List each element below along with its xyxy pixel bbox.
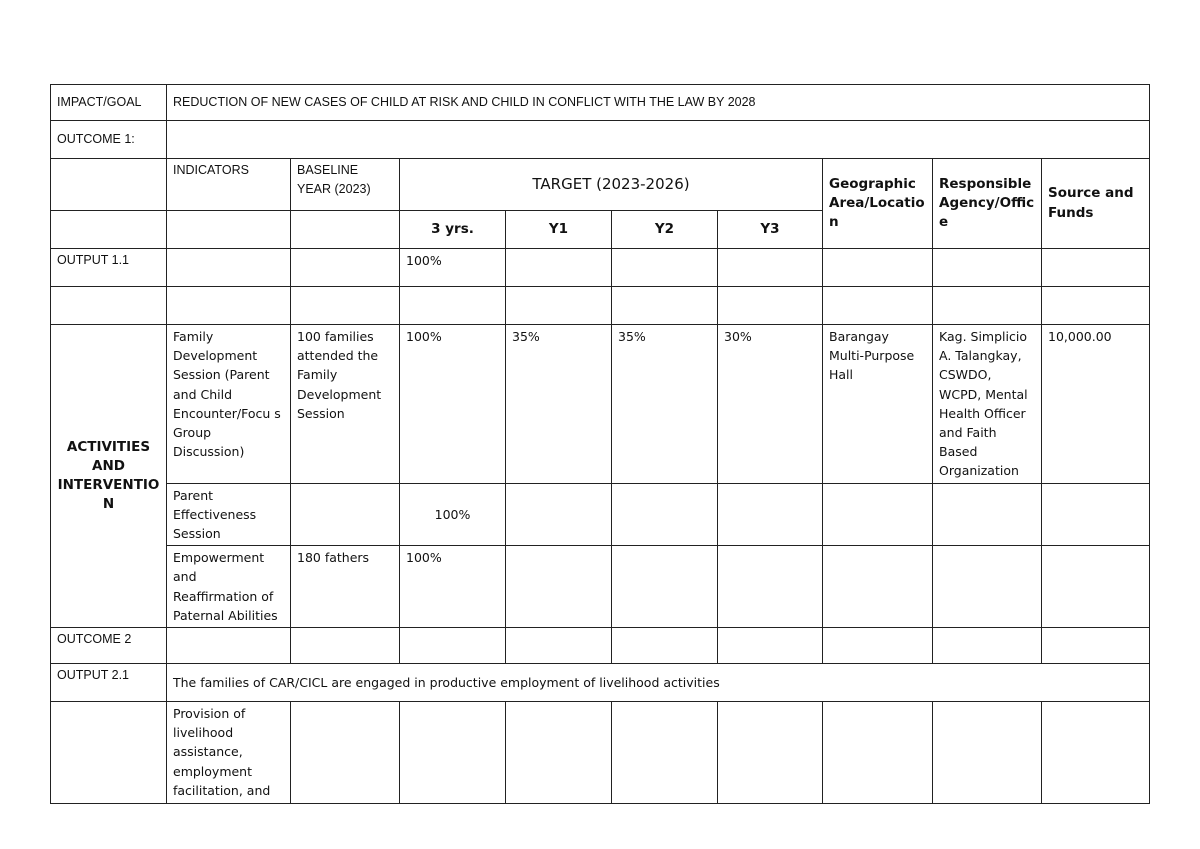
- activity-y1: 35%: [506, 325, 612, 484]
- outcome1-label: OUTCOME 1:: [51, 121, 167, 159]
- activity-name: Empowerment and Reaffirmation of Paternal Abilities: [167, 546, 291, 628]
- output11-3yrs: 100%: [400, 249, 506, 287]
- activity-baseline: 100 families attended the Family Development Session: [291, 325, 400, 484]
- activity-3yrs: 100%: [400, 546, 506, 628]
- empty-row: [51, 287, 1150, 325]
- y1-header: Y1: [506, 211, 612, 249]
- action-plan-table: [50, 84, 1150, 804]
- agency-header: Responsible Agency/Office: [933, 159, 1042, 249]
- header-empty-1: [51, 159, 167, 211]
- outcome2-row: [51, 628, 1150, 664]
- activity-3yrs: 100%: [400, 325, 506, 484]
- output11-row: [51, 249, 1150, 287]
- activity-3yrs: 100%: [400, 483, 506, 546]
- funds-header: Source and Funds: [1042, 159, 1150, 249]
- activities-label: ACTIVITIES AND INTERVENTION: [51, 325, 167, 628]
- y3-header: Y3: [718, 211, 823, 249]
- header-empty-2: [51, 211, 167, 249]
- impact-value: REDUCTION OF NEW CASES OF CHILD AT RISK AND CHILD IN CONFLICT WITH THE LAW BY 2028: [167, 85, 1150, 121]
- output11-label: OUTPUT 1.1: [51, 249, 167, 287]
- activity-row-3: [51, 546, 1150, 628]
- output21-row: [51, 664, 1150, 702]
- header-row-1: [51, 159, 1150, 211]
- yrs3-header: 3 yrs.: [400, 211, 506, 249]
- outcome2-label: OUTCOME 2: [51, 628, 167, 664]
- header-empty-4: [291, 211, 400, 249]
- activity-row-1: [51, 325, 1150, 484]
- activity-row-2: [51, 483, 1150, 546]
- activity-name: Family Development Session (Parent and Child Encounter/Focu s Group Discussion): [167, 325, 291, 484]
- activity-geo: Barangay Multi-Purpose Hall: [823, 325, 933, 484]
- activity-name: Provision of livelihood assistance, employment facilitation, and: [167, 702, 291, 804]
- activity-name: Parent Effectiveness Session: [167, 483, 291, 546]
- activity-y3: 30%: [718, 325, 823, 484]
- activity-row-4: [51, 702, 1150, 804]
- target-header: TARGET (2023-2026): [400, 159, 823, 211]
- baseline-header: BASELINE YEAR (2023): [291, 159, 400, 211]
- geo-header: Geographic Area/Location: [823, 159, 933, 249]
- y2-header: Y2: [612, 211, 718, 249]
- output21-value: The families of CAR/CICL are engaged in productive employment of livelihood activities: [167, 664, 1150, 702]
- output21-label: OUTPUT 2.1: [51, 664, 167, 702]
- outcome1-row: [51, 121, 1150, 159]
- activity-funds: 10,000.00: [1042, 325, 1150, 484]
- activity-baseline: 180 fathers: [291, 546, 400, 628]
- indicators-header: INDICATORS: [167, 159, 291, 211]
- activity-y2: 35%: [612, 325, 718, 484]
- header-empty-3: [167, 211, 291, 249]
- impact-row: [51, 85, 1150, 121]
- outcome1-value: [167, 121, 1150, 159]
- activity-agency: Kag. Simplicio A. Talangkay, CSWDO, WCPD, Mental Health Officer and Faith Based Organization: [933, 325, 1042, 484]
- impact-label: IMPACT/GOAL: [51, 85, 167, 121]
